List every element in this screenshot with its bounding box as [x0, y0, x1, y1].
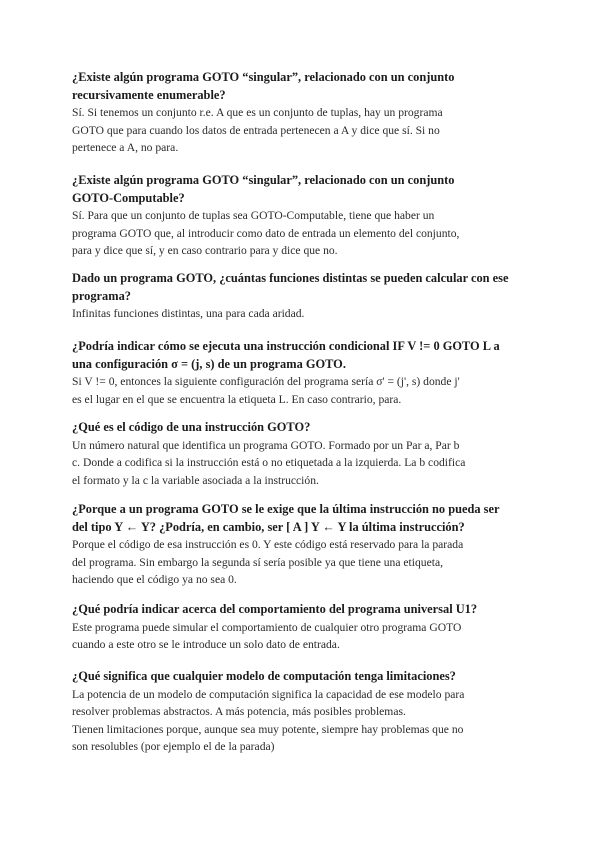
question-1: [72, 69, 532, 104]
answer-line: Un número natural que identifica un programa GOTO. Formado por un Par a, Par b: [72, 438, 460, 452]
question-3: [72, 270, 532, 305]
answer-line: Este programa puede simular el comportamiento de cualquier otro programa GOTO: [72, 620, 462, 634]
qa-item-2: [72, 172, 532, 260]
question-line: ¿Existe algún programa GOTO “singular”, relacionado con un conjunto: [72, 70, 455, 84]
qa-item-5: [72, 419, 532, 489]
answer-line: c. Donde a codifica si la instrucción está o no etiquetada a la izquierda. La b codifica: [72, 456, 466, 469]
answer-3: [72, 305, 532, 323]
question-line: una configuración σ = (j, s) de un programa GOTO.: [72, 356, 346, 371]
answer-line: Sí. Para que un conjunto de tuplas sea GOTO-Computable, tiene que haber un: [72, 209, 435, 222]
answer-line: haciendo que el código ya no sea 0.: [72, 573, 237, 586]
qa-item-8: [72, 668, 532, 756]
answer-line: es el lugar en el que se encuentra la etiqueta L. En caso contrario, para.: [72, 392, 402, 406]
answer-5: [72, 437, 532, 490]
answer-line: Infinitas funciones distintas, una para cada aridad.: [72, 307, 305, 320]
qa-item-4: [72, 338, 532, 408]
question-line: ¿Porque a un programa GOTO se le exige que la última instrucción no pueda ser: [72, 502, 500, 516]
answer-line: Tienen limitaciones porque, aunque sea muy potente, siempre hay problemas que no: [72, 722, 464, 736]
answer-line: GOTO que para cuando los datos de entrada pertenecen a A y dice que sí. Si no: [72, 123, 440, 137]
answer-line: Porque el código de esa instrucción es 0. Y este código está reservado para la parada: [72, 538, 464, 551]
answer-line: son resolubles (por ejemplo el de la parada): [72, 740, 275, 753]
answer-7: [72, 619, 532, 654]
question-line: programa?: [72, 288, 131, 303]
question-line: ¿Qué podría indicar acerca del comportamiento del programa universal U1?: [72, 602, 478, 616]
answer-line: Sí. Si tenemos un conjunto r.e. A que es un conjunto de tuplas, hay un programa: [72, 106, 443, 119]
question-5: [72, 419, 532, 437]
question-2: [72, 172, 532, 207]
question-line: ¿Qué es el código de una instrucción GOTO?: [72, 420, 311, 434]
question-7: [72, 601, 532, 619]
answer-line: el formato y la c la variable asociada a la instrucción.: [72, 473, 319, 487]
qa-item-1: [72, 69, 532, 157]
answer-line: cuando a este otro se le introduce un solo dato de entrada.: [72, 638, 340, 651]
answer-6: [72, 536, 532, 589]
question-8: [72, 668, 532, 686]
answer-line: pertenece a A, no para.: [72, 141, 179, 154]
qa-item-3: [72, 270, 532, 323]
answer-line: para y dice que sí, y en caso contrario para y dice que no.: [72, 244, 338, 257]
answer-2: [72, 207, 532, 260]
answer-line: del programa. Sin embargo la segunda sí sería posible ya que tiene una etiqueta,: [72, 555, 443, 569]
qa-item-6: [72, 501, 532, 589]
question-line: ¿Podría indicar cómo se ejecuta una instrucción condicional IF V != 0 GOTO L a: [72, 339, 500, 353]
question-line: del tipo Y ← Y? ¿Podría, en cambio, ser [ A ] Y ← Y la última instrucción?: [72, 519, 465, 534]
answer-8: [72, 686, 532, 756]
question-line: recursivamente enumerable?: [72, 87, 226, 102]
question-6: [72, 501, 532, 536]
question-4: [72, 338, 532, 373]
answer-line: Si V != 0, entonces la siguiente configuración del programa sería σ' = (j', s) donde j': [72, 375, 460, 388]
answer-line: resolver problemas abstractos. A más potencia, más posibles problemas.: [72, 705, 406, 718]
answer-line: La potencia de un modelo de computación significa la capacidad de ese modelo para: [72, 687, 465, 701]
question-line: ¿Existe algún programa GOTO “singular”, relacionado con un conjunto: [72, 173, 455, 187]
qa-item-7: [72, 601, 532, 654]
question-line: GOTO-Computable?: [72, 190, 185, 205]
answer-4: [72, 373, 532, 408]
answer-1: [72, 104, 532, 157]
answer-line: programa GOTO que, al introducir como dato de entrada un elemento del conjunto,: [72, 226, 460, 240]
question-line: ¿Qué significa que cualquier modelo de computación tenga limitaciones?: [72, 669, 456, 683]
question-line: Dado un programa GOTO, ¿cuántas funciones distintas se pueden calcular con ese: [72, 271, 509, 285]
